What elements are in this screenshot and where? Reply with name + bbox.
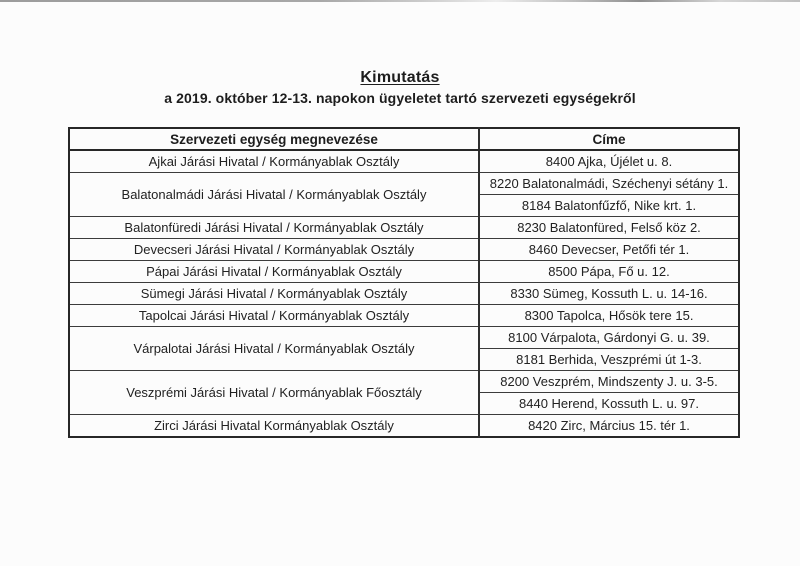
address-cell: 8184 Balatonfűzfő, Nike krt. 1.: [479, 195, 739, 217]
duty-units-table: [68, 127, 740, 438]
unit-cell: Várpalotai Járási Hivatal / Kormányablak Osztály: [69, 327, 479, 371]
address-cell: 8181 Berhida, Veszprémi út 1-3.: [479, 349, 739, 371]
unit-cell: Veszprémi Járási Hivatal / Kormányablak Főosztály: [69, 371, 479, 415]
column-header-address: Címe: [479, 128, 739, 150]
table-row: [69, 371, 739, 393]
address-cell: 8330 Sümeg, Kossuth L. u. 14-16.: [479, 283, 739, 305]
address-cell: 8460 Devecser, Petőfi tér 1.: [479, 239, 739, 261]
unit-cell: Zirci Járási Hivatal Kormányablak Osztály: [69, 415, 479, 438]
address-cell: 8400 Ajka, Újélet u. 8.: [479, 150, 739, 173]
unit-cell: Balatonfüredi Járási Hivatal / Kormányablak Osztály: [69, 217, 479, 239]
table-row: [69, 283, 739, 305]
table-row: [69, 239, 739, 261]
address-cell: 8300 Tapolca, Hősök tere 15.: [479, 305, 739, 327]
table-row: [69, 261, 739, 283]
address-cell: 8200 Veszprém, Mindszenty J. u. 3-5.: [479, 371, 739, 393]
table-row: [69, 150, 739, 173]
address-cell: 8420 Zirc, Március 15. tér 1.: [479, 415, 739, 438]
document-title: Kimutatás: [360, 69, 440, 86]
unit-cell: Devecseri Járási Hivatal / Kormányablak Osztály: [69, 239, 479, 261]
address-cell: 8100 Várpalota, Gárdonyi G. u. 39.: [479, 327, 739, 349]
unit-cell: Ajkai Járási Hivatal / Kormányablak Osztály: [69, 150, 479, 173]
address-cell: 8230 Balatonfüred, Felső köz 2.: [479, 217, 739, 239]
unit-cell: Pápai Járási Hivatal / Kormányablak Osztály: [69, 261, 479, 283]
unit-cell: Balatonalmádi Járási Hivatal / Kormányablak Osztály: [69, 173, 479, 217]
address-cell: 8440 Herend, Kossuth L. u. 97.: [479, 393, 739, 415]
table-row: [69, 305, 739, 327]
table-row: [69, 327, 739, 349]
table-row: [69, 415, 739, 438]
column-header-unit: Szervezeti egység megnevezése: [69, 128, 479, 150]
unit-cell: Sümegi Járási Hivatal / Kormányablak Osztály: [69, 283, 479, 305]
scan-edge-artifact: [0, 0, 800, 2]
table-row: [69, 217, 739, 239]
unit-cell: Tapolcai Járási Hivatal / Kormányablak Osztály: [69, 305, 479, 327]
document-subtitle: a 2019. október 12-13. napokon ügyeletet tartó szervezeti egységekről: [164, 90, 636, 106]
address-cell: 8500 Pápa, Fő u. 12.: [479, 261, 739, 283]
address-cell: 8220 Balatonalmádi, Széchenyi sétány 1.: [479, 173, 739, 195]
table-header-row: [69, 128, 739, 150]
table-row: [69, 173, 739, 195]
